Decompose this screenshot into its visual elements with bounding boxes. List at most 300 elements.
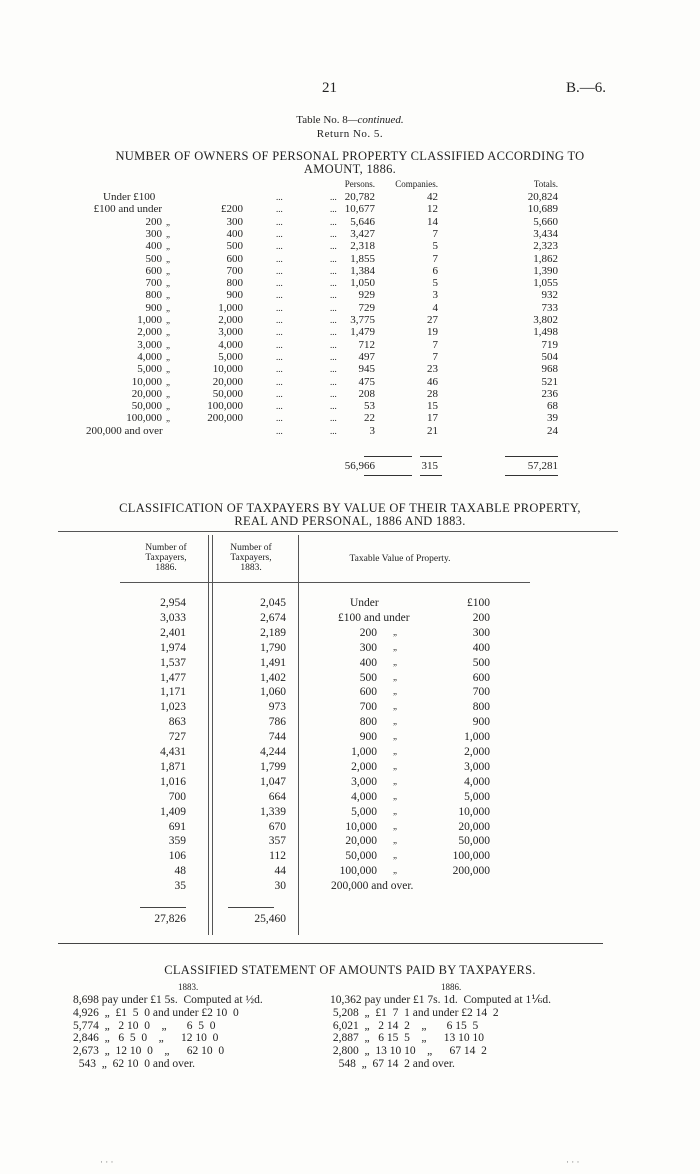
ditto-mark: „ xyxy=(393,790,397,801)
taxpayers-1886-value: 1,016 xyxy=(160,775,186,788)
ditto-mark: „ xyxy=(166,241,170,252)
companies-total-rule xyxy=(420,456,442,457)
value-from: 900 xyxy=(359,731,377,744)
persons-value: 3,427 xyxy=(350,227,375,240)
statement-line: 2,800 „ 13 10 10 „ 67 14 2 xyxy=(330,1045,487,1058)
taxpayers-1883-value: 1,402 xyxy=(260,671,286,684)
statement-line: 5,774 „ 2 10 0 „ 6 5 0 xyxy=(73,1019,216,1032)
companies-value: 6 xyxy=(432,264,438,277)
taxpayers-row xyxy=(0,806,700,820)
range-to: 3,000 xyxy=(218,326,243,339)
companies-value: 23 xyxy=(427,363,438,376)
range-to: 500 xyxy=(226,240,243,253)
value-from: 800 xyxy=(359,716,377,729)
companies-value: 7 xyxy=(432,338,438,351)
companies-value: 21 xyxy=(427,424,438,437)
range-to: 10,000 xyxy=(212,363,243,376)
range-from: 800 xyxy=(145,289,162,302)
taxpayers-1883-value: 1,790 xyxy=(260,641,286,654)
statement-1883 xyxy=(73,994,263,1071)
value-to: 20,000 xyxy=(458,820,490,833)
ditto-mark: „ xyxy=(166,376,170,387)
leader-dots: ... xyxy=(276,241,283,252)
statement-line: 8,698 pay under £1 5s. Computed at ½d. xyxy=(73,994,263,1006)
statement-line: 4,926 „ £1 5 0 and under £2 10 0 xyxy=(73,1006,239,1019)
statement-line: 2,673 „ 12 10 0 „ 62 10 0 xyxy=(73,1045,225,1058)
footer-marks-left: · · · xyxy=(100,1157,114,1167)
range-to: 900 xyxy=(226,289,243,302)
value-from: 300 xyxy=(359,641,377,654)
taxpayers-1886-value: 106 xyxy=(168,850,186,863)
totals-value: 1,498 xyxy=(533,326,558,339)
leader-dots: ... xyxy=(276,204,283,215)
value-from: 400 xyxy=(359,656,377,669)
companies-value: 46 xyxy=(427,375,438,388)
taxpayers-1886-value: 691 xyxy=(168,820,186,833)
ditto-mark: „ xyxy=(166,315,170,325)
value-to: 10,000 xyxy=(458,805,490,818)
value-from: 10,000 xyxy=(345,820,377,833)
persons-value: 1,050 xyxy=(350,277,375,290)
ditto-mark: „ xyxy=(393,716,397,727)
range-to: 2,000 xyxy=(218,314,243,326)
taxpayers-1883-value: 357 xyxy=(268,835,286,848)
leader-dots: ... xyxy=(330,376,337,387)
leader-dots: ... xyxy=(276,228,283,239)
value-to: £100 xyxy=(467,597,490,609)
range-from: 500 xyxy=(145,252,162,265)
return5-row xyxy=(0,326,700,338)
taxpayers-total-row: 27,826 25,460 xyxy=(154,913,286,925)
statement-line: 5,208 „ £1 7 1 and under £2 14 2 xyxy=(330,1006,499,1019)
ditto-mark: „ xyxy=(166,364,170,375)
value-to: 200 xyxy=(472,611,490,624)
ditto-mark: „ xyxy=(393,775,397,786)
persons-value: 945 xyxy=(358,363,375,376)
companies-value: 3 xyxy=(432,289,438,302)
persons-total-underline xyxy=(364,475,412,476)
taxpayers-1883-value: 1,799 xyxy=(260,760,286,773)
companies-value: 12 xyxy=(427,203,438,216)
taxpayers-total-rule-1886 xyxy=(140,907,186,908)
leader-dots: ... xyxy=(330,351,337,362)
taxpayers-row xyxy=(0,701,700,715)
taxpayers-1883-value: 2,674 xyxy=(260,611,286,624)
companies-value: 7 xyxy=(432,252,438,265)
taxpayers-1886-value: 700 xyxy=(168,790,186,803)
return5-row xyxy=(0,191,700,203)
value-to: 100,000 xyxy=(452,850,490,863)
taxpayers-1883-value: 744 xyxy=(268,731,286,744)
leader-dots: ... xyxy=(276,364,283,375)
ditto-mark: „ xyxy=(393,731,397,742)
leader-dots: ... xyxy=(330,388,337,399)
totals-value: 719 xyxy=(541,338,558,351)
footer-marks-right: · · · xyxy=(566,1157,580,1167)
leader-dots: ... xyxy=(330,253,337,264)
totals-value: 5,660 xyxy=(533,215,558,228)
taxpayers-row xyxy=(0,612,700,626)
ditto-mark: „ xyxy=(393,656,397,667)
leader-dots: ... xyxy=(276,425,283,436)
range-from: 10,000 xyxy=(131,375,162,388)
persons-value: 1,384 xyxy=(350,264,375,277)
totals-value: 24 xyxy=(547,424,558,437)
range-from: Under £100 xyxy=(103,191,156,203)
leader-dots: ... xyxy=(276,216,283,227)
range-from: 5,000 xyxy=(137,363,162,376)
header-taxable-value: Taxable Value of Property. xyxy=(349,554,451,564)
totals-value: 236 xyxy=(541,387,558,400)
totals-value: 1,862 xyxy=(533,252,558,265)
totals-value: 1,390 xyxy=(533,264,558,277)
value-from: Under xyxy=(350,597,379,609)
ditto-mark: „ xyxy=(393,701,397,712)
totals-value: 968 xyxy=(541,363,558,376)
ditto-mark: „ xyxy=(166,253,170,264)
return5-row xyxy=(0,388,700,400)
statement-title: CLASSIFIED STATEMENT OF AMOUNTS PAID BY TAXPAYERS. xyxy=(164,963,536,977)
taxpayers-1886-value: 863 xyxy=(168,716,186,729)
leader-dots: ... xyxy=(330,401,337,412)
companies-value: 7 xyxy=(432,350,438,363)
value-to: 5,000 xyxy=(464,790,490,803)
ditto-mark: „ xyxy=(166,228,170,239)
taxpayers-row xyxy=(0,835,700,849)
value-from: 2,000 xyxy=(351,760,377,773)
leader-dots: ... xyxy=(276,302,283,313)
totals-value: 504 xyxy=(541,350,558,363)
taxpayers-row xyxy=(0,642,700,656)
range-to: 50,000 xyxy=(212,387,243,400)
range-to: 400 xyxy=(226,227,243,240)
range-to: 800 xyxy=(226,277,243,290)
return5-row xyxy=(0,314,700,326)
range-to: 4,000 xyxy=(218,338,243,351)
ditto-mark: „ xyxy=(166,388,170,399)
statement-line: 543 „ 62 10 0 and over. xyxy=(73,1057,196,1070)
return5-row xyxy=(0,289,700,301)
ditto-mark: „ xyxy=(393,686,397,697)
header-companies: Companies. xyxy=(395,179,438,189)
value-to: 700 xyxy=(472,686,490,699)
persons-value: 497 xyxy=(358,350,375,363)
value-to: 300 xyxy=(472,626,490,639)
taxpayers-1886-value: 1,409 xyxy=(160,805,186,818)
taxpayers-1886-value: 3,033 xyxy=(160,611,186,624)
header-taxpayers-1883: Number of Taxpayers, 1883. xyxy=(230,543,272,573)
range-from: 20,000 xyxy=(131,387,162,400)
taxpayers-1886-value: 359 xyxy=(168,835,186,848)
return5-row xyxy=(0,351,700,363)
companies-value: 4 xyxy=(432,301,438,314)
return5-row xyxy=(0,265,700,277)
return5-row xyxy=(0,339,700,351)
taxpayers-1886-value: 2,954 xyxy=(160,597,186,609)
leader-dots: ... xyxy=(276,265,283,276)
page-number: 21 xyxy=(322,80,337,96)
taxpayers-top-rule xyxy=(58,531,618,532)
leader-dots: ... xyxy=(330,228,337,239)
return5-row xyxy=(0,203,700,215)
value-from: 1,000 xyxy=(351,746,377,758)
taxpayers-1886-value: 727 xyxy=(168,731,186,744)
header-totals: Totals. xyxy=(533,179,558,189)
persons-total-rule xyxy=(364,456,412,457)
taxpayers-row xyxy=(0,850,700,864)
value-to: 50,000 xyxy=(458,835,490,848)
range-from: 600 xyxy=(145,264,162,277)
range-from: 400 xyxy=(145,240,162,253)
totals-total-rule xyxy=(505,456,558,457)
leader-dots: ... xyxy=(330,425,337,436)
value-from: 700 xyxy=(359,701,377,714)
taxpayers-1886-value: 4,431 xyxy=(160,746,186,758)
taxpayers-1883-value: 30 xyxy=(274,880,286,893)
range-from: 900 xyxy=(145,301,162,314)
section-divider xyxy=(58,943,603,944)
ditto-mark: „ xyxy=(166,265,170,276)
range-to: 20,000 xyxy=(212,375,243,388)
statement-line: 548 „ 67 14 2 and over. xyxy=(330,1057,455,1070)
taxpayers-1883-value: 664 xyxy=(268,790,286,803)
taxpayers-1886-value: 1,023 xyxy=(160,701,186,714)
return5-row xyxy=(0,277,700,289)
return5-row xyxy=(0,363,700,375)
range-to: 700 xyxy=(226,264,243,277)
ditto-mark: „ xyxy=(166,351,170,362)
statement-line: 2,887 „ 6 15 5 „ 13 10 10 xyxy=(330,1032,484,1045)
leader-dots: ... xyxy=(276,192,283,202)
leader-dots: ... xyxy=(330,339,337,350)
range-from: 50,000 xyxy=(131,400,162,413)
value-from: 5,000 xyxy=(351,805,377,818)
totals-value: 3,434 xyxy=(533,227,558,240)
taxpayers-row xyxy=(0,776,700,790)
taxpayers-row xyxy=(0,627,700,641)
persons-value: 729 xyxy=(358,301,375,314)
taxpayers-1886-value: 2,401 xyxy=(160,626,186,639)
value-from: 500 xyxy=(359,671,377,684)
taxpayers-row xyxy=(0,731,700,745)
companies-value: 28 xyxy=(427,387,438,400)
taxpayers-row xyxy=(0,716,700,730)
value-from: £100 and under xyxy=(338,611,410,624)
companies-value: 19 xyxy=(427,326,438,339)
persons-value: 712 xyxy=(358,338,375,351)
totals-value: 2,323 xyxy=(533,240,558,253)
return5-row xyxy=(0,240,700,252)
persons-value: 2,318 xyxy=(350,240,375,253)
ditto-mark: „ xyxy=(393,865,397,876)
leader-dots: ... xyxy=(276,315,283,325)
range-from: 100,000 xyxy=(126,412,162,425)
companies-value: 5 xyxy=(432,240,438,253)
leader-dots: ... xyxy=(276,278,283,289)
value-from: 50,000 xyxy=(345,850,377,863)
leader-dots: ... xyxy=(330,192,337,202)
value-to: 600 xyxy=(472,671,490,684)
range-to: 5,000 xyxy=(218,350,243,363)
ditto-mark: „ xyxy=(393,626,397,637)
persons-value: 475 xyxy=(358,375,375,388)
leader-dots: ... xyxy=(276,327,283,338)
companies-value: 7 xyxy=(432,227,438,240)
taxpayers-1886-value: 1,974 xyxy=(160,641,186,654)
taxpayers-1883-value: 1,060 xyxy=(260,686,286,699)
taxpayers-row xyxy=(0,880,700,894)
return5-title: NUMBER OF OWNERS OF PERSONAL PROPERTY CLASSIFIED ACCORDING TO AMOUNT, 1886. xyxy=(115,149,585,176)
taxpayers-header-rule xyxy=(120,582,530,583)
range-from: 4,000 xyxy=(137,350,162,363)
leader-dots: ... xyxy=(330,241,337,252)
ditto-mark: „ xyxy=(393,641,397,652)
value-to: 200,000 xyxy=(452,865,490,878)
ditto-mark: „ xyxy=(166,216,170,227)
taxpayers-1886-value: 1,477 xyxy=(160,671,186,684)
taxpayers-row xyxy=(0,821,700,835)
return5-row xyxy=(0,425,700,437)
taxpayers-row xyxy=(0,761,700,775)
range-to: 1,000 xyxy=(218,301,243,314)
range-to: 100,000 xyxy=(207,400,243,413)
range-to: 300 xyxy=(226,215,243,228)
document-reference: B.—6. xyxy=(566,80,607,96)
ditto-mark: „ xyxy=(393,805,397,816)
taxpayers-1883-value: 112 xyxy=(269,850,286,863)
ditto-mark: „ xyxy=(393,671,397,682)
ditto-mark: „ xyxy=(166,413,170,424)
totals-value: 1,055 xyxy=(533,277,558,290)
value-from: 200 xyxy=(359,626,377,639)
table-label: Table No. 8—continued. xyxy=(296,114,404,126)
leader-dots: ... xyxy=(330,290,337,301)
value-to: 1,000 xyxy=(464,731,490,744)
statement-line: 6,021 „ 2 14 2 „ 6 15 5 xyxy=(330,1019,479,1032)
leader-dots: ... xyxy=(276,290,283,301)
taxpayers-row xyxy=(0,672,700,686)
persons-value: 929 xyxy=(358,289,375,302)
ditto-mark: „ xyxy=(166,290,170,301)
leader-dots: ... xyxy=(330,327,337,338)
statement-1886 xyxy=(330,994,551,1071)
companies-value: 15 xyxy=(427,400,438,413)
value-to: 800 xyxy=(472,701,490,714)
return5-row xyxy=(0,253,700,265)
taxpayers-1886-value: 48 xyxy=(174,865,186,878)
leader-dots: ... xyxy=(330,265,337,276)
value-to: 900 xyxy=(472,716,490,729)
taxpayers-1883-value: 786 xyxy=(268,716,286,729)
value-to: 3,000 xyxy=(464,760,490,773)
leader-dots: ... xyxy=(276,339,283,350)
leader-dots: ... xyxy=(276,388,283,399)
persons-value: 3,775 xyxy=(350,314,375,326)
taxpayers-1883-value: 1,491 xyxy=(260,656,286,669)
taxpayers-row xyxy=(0,865,700,879)
value-to: 2,000 xyxy=(464,746,490,758)
range-from: 300 xyxy=(145,227,162,240)
persons-value: 208 xyxy=(358,387,375,400)
year-1886: 1886. xyxy=(441,982,462,992)
return-label: Return No. 5. xyxy=(316,128,384,140)
range-from: 3,000 xyxy=(137,338,162,351)
header-persons: Persons. xyxy=(344,179,375,189)
taxpayers-1886-value: 35 xyxy=(174,880,186,893)
taxpayers-row xyxy=(0,597,700,611)
range-from: 700 xyxy=(145,277,162,290)
range-from: 200 xyxy=(145,215,162,228)
ditto-mark: „ xyxy=(166,302,170,313)
taxpayers-title: CLASSIFICATION OF TAXPAYERS BY VALUE OF THEIR TAXABLE PROPERTY, REAL AND PERSONAL, 1886 AND 1883. xyxy=(119,501,581,528)
persons-value: 20,782 xyxy=(344,191,375,203)
taxpayers-1883-value: 44 xyxy=(274,865,286,878)
value-to: 4,000 xyxy=(464,775,490,788)
totals-value: 39 xyxy=(547,412,558,425)
persons-value: 22 xyxy=(364,412,375,425)
leader-dots: ... xyxy=(276,376,283,387)
leader-dots: ... xyxy=(330,216,337,227)
taxpayers-total-rule-1883 xyxy=(228,907,274,908)
value-from: 3,000 xyxy=(351,775,377,788)
ditto-mark: „ xyxy=(166,327,170,338)
leader-dots: ... xyxy=(330,204,337,215)
leader-dots: ... xyxy=(276,253,283,264)
value-from: 4,000 xyxy=(351,790,377,803)
taxpayers-1883-value: 2,045 xyxy=(260,597,286,609)
ditto-mark: „ xyxy=(393,850,397,861)
range-to: £200 xyxy=(221,203,243,216)
taxpayers-1883-value: 670 xyxy=(268,820,286,833)
totals-value: 3,802 xyxy=(533,314,558,326)
ditto-mark: „ xyxy=(166,278,170,289)
persons-value: 1,855 xyxy=(350,252,375,265)
totals-value: 733 xyxy=(541,301,558,314)
taxpayers-1883-value: 1,339 xyxy=(260,805,286,818)
value-from: 20,000 xyxy=(345,835,377,848)
taxpayers-1883-value: 4,244 xyxy=(260,746,286,758)
taxpayers-1886-value: 1,537 xyxy=(160,656,186,669)
return5-row xyxy=(0,412,700,424)
range-from: £100 and under xyxy=(93,203,162,216)
ditto-mark: „ xyxy=(393,820,397,831)
range-from: 2,000 xyxy=(137,326,162,339)
leader-dots: ... xyxy=(276,351,283,362)
leader-dots: ... xyxy=(330,302,337,313)
companies-value: 42 xyxy=(427,191,438,203)
statement-line: 10,362 pay under £1 7s. 1d. Computed at 1⅙d. xyxy=(330,994,551,1006)
ditto-mark: „ xyxy=(393,760,397,771)
ditto-mark: „ xyxy=(166,401,170,412)
totals-value: 932 xyxy=(541,289,558,302)
companies-value: 27 xyxy=(427,314,438,326)
totals-value: 68 xyxy=(547,400,558,413)
companies-value: 5 xyxy=(432,277,438,290)
value-from: 600 xyxy=(359,686,377,699)
leader-dots: ... xyxy=(276,401,283,412)
leader-dots: ... xyxy=(330,364,337,375)
year-1883: 1883. xyxy=(178,982,199,992)
taxpayers-1883-value: 973 xyxy=(268,701,286,714)
ditto-mark: „ xyxy=(393,835,397,846)
companies-value: 17 xyxy=(427,412,438,425)
persons-value: 3 xyxy=(369,424,375,437)
range-to: 200,000 xyxy=(207,412,243,425)
return5-total-row: 56,966 315 57,281 xyxy=(344,460,558,472)
taxpayers-1883-value: 1,047 xyxy=(260,775,286,788)
header-taxpayers-1886: Number of Taxpayers, 1886. xyxy=(145,543,187,573)
taxpayers-1886-value: 1,871 xyxy=(160,760,186,773)
